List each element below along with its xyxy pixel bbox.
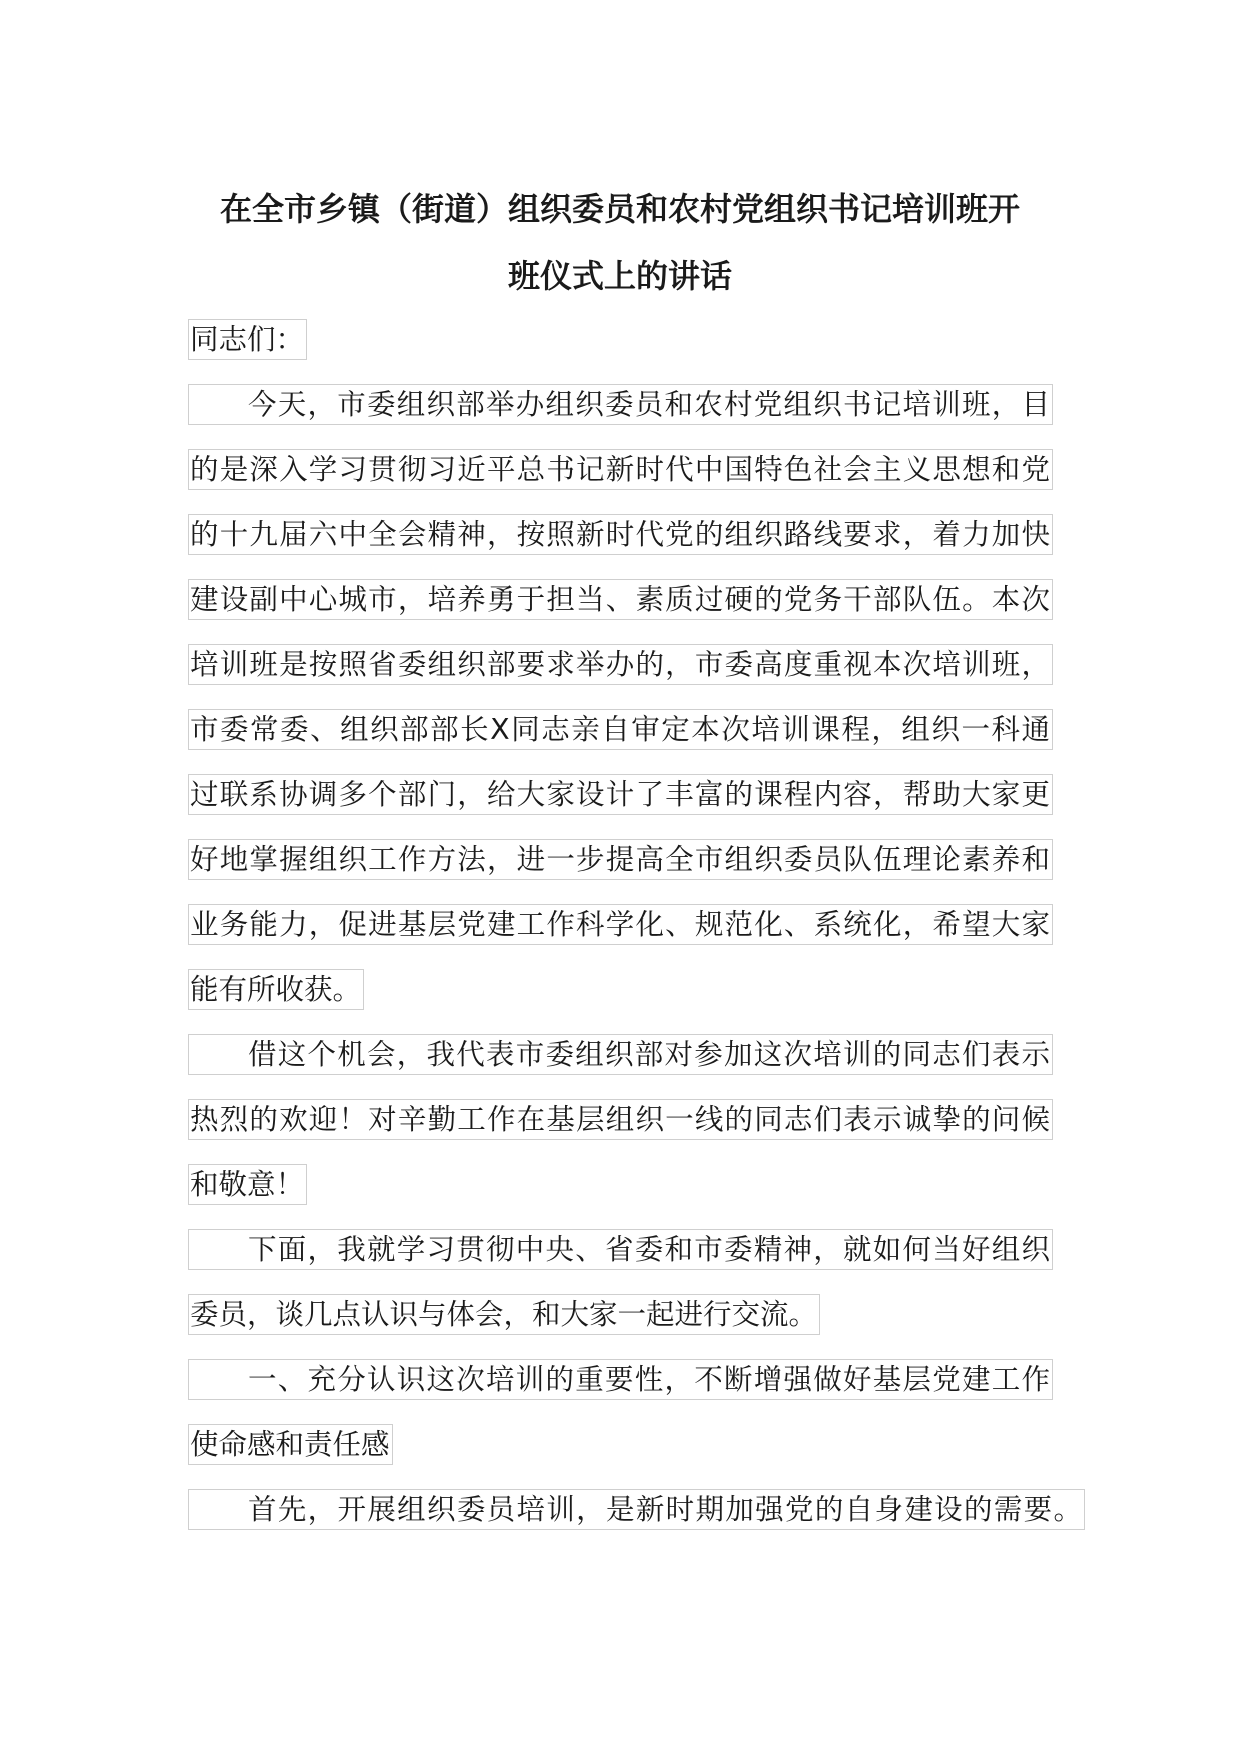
text-line	[188, 449, 1088, 514]
paragraph-line: 下面，我就学习贯彻中央、省委和市委精神，就如何当好组织	[188, 1229, 1053, 1270]
text-line	[188, 384, 1088, 449]
document-body	[188, 319, 1088, 1554]
text-line	[188, 1359, 1088, 1424]
text-line	[188, 1034, 1088, 1099]
section-heading-line: 一、充分认识这次培训的重要性，不断增强做好基层党建工作	[188, 1359, 1053, 1400]
text-line	[188, 1489, 1088, 1554]
text-line	[188, 1099, 1088, 1164]
paragraph-line: 好地掌握组织工作方法，进一步提高全市组织委员队伍理论素养和	[188, 839, 1053, 880]
paragraph-line: 能有所收获。	[188, 969, 364, 1010]
paragraph-line: 借这个机会，我代表市委组织部对参加这次培训的同志们表示	[188, 1034, 1053, 1075]
paragraph-line: 今天，市委组织部举办组织委员和农村党组织书记培训班，目	[188, 384, 1053, 425]
paragraph-line: 首先，开展组织委员培训，是新时期加强党的自身建设的需要。	[188, 1489, 1085, 1530]
paragraph-line: 业务能力，促进基层党建工作科学化、规范化、系统化，希望大家	[188, 904, 1053, 945]
text-line	[188, 904, 1088, 969]
paragraph-line: 的十九届六中全会精神，按照新时代党的组织路线要求，着力加快	[188, 514, 1053, 555]
paragraph-line: 过联系协调多个部门，给大家设计了丰富的课程内容，帮助大家更	[188, 774, 1053, 815]
section-heading-line: 使命感和责任感	[188, 1424, 393, 1465]
salutation: 同志们：	[188, 319, 307, 360]
document-title-line-1: 在全市乡镇（街道）组织委员和农村党组织书记培训班开	[219, 190, 1020, 228]
paragraph-line: 委员，谈几点认识与体会，和大家一起进行交流。	[188, 1294, 820, 1335]
paragraph-line: 培训班是按照省委组织部要求举办的，市委高度重视本次培训班，	[188, 644, 1053, 685]
salutation-line	[188, 319, 1088, 384]
text-line	[188, 1424, 1088, 1489]
text-line	[188, 644, 1088, 709]
text-line	[188, 579, 1088, 644]
document-title-line-2: 班仪式上的讲话	[507, 257, 732, 295]
paragraph-line: 的是深入学习贯彻习近平总书记新时代中国特色社会主义思想和党	[188, 449, 1053, 490]
paragraph-line: 和敬意！	[188, 1164, 307, 1205]
text-line	[188, 969, 1088, 1034]
paragraph-line: 建设副中心城市，培养勇于担当、素质过硬的党务干部队伍。本次	[188, 579, 1053, 620]
text-line	[188, 1229, 1088, 1294]
text-line	[188, 709, 1088, 774]
text-line	[188, 839, 1088, 904]
text-line	[188, 1164, 1088, 1229]
text-line	[188, 514, 1088, 579]
paragraph-line: 市委常委、组织部部长X同志亲自审定本次培训课程，组织一科通	[188, 709, 1053, 750]
text-line	[188, 1294, 1088, 1359]
text-line	[188, 774, 1088, 839]
paragraph-line: 热烈的欢迎！对辛勤工作在基层组织一线的同志们表示诚挚的问候	[188, 1099, 1053, 1140]
